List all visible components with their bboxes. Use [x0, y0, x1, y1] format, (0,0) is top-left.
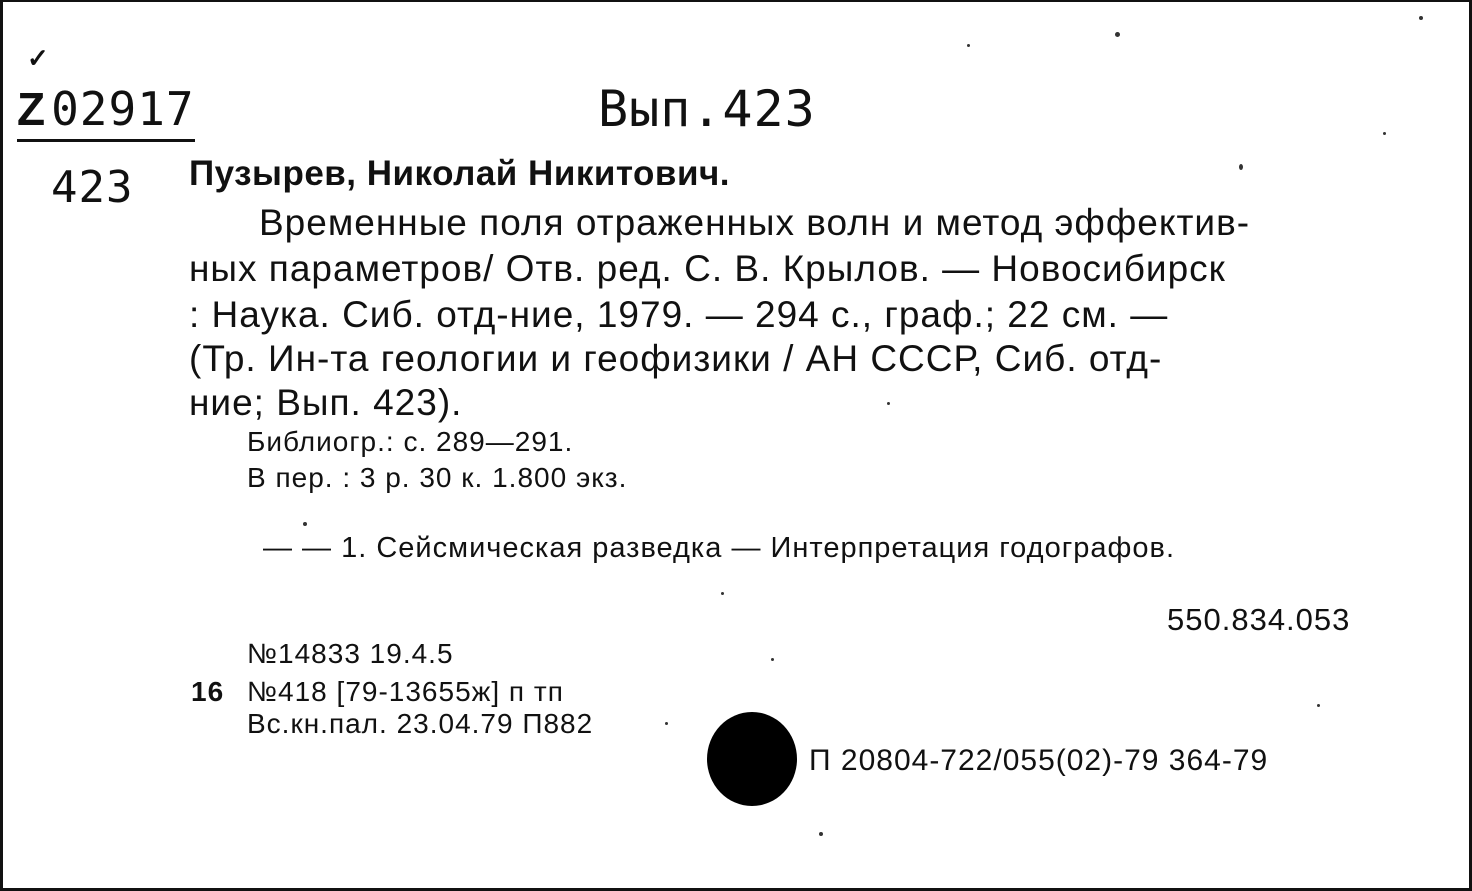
shelf-mark: [17, 80, 195, 142]
title-line-3: : Наука. Сиб. отд-ние, 1979. — 294 с., граф.; 22 см. —: [189, 294, 1169, 335]
dust-speck: [887, 402, 890, 405]
dust-speck: [1239, 164, 1243, 170]
order-line-2: №418 [79-13655ж] п тп: [247, 676, 564, 707]
order-sheet-number: 16: [191, 676, 225, 707]
dust-speck: [819, 832, 823, 836]
shelf-prefix: Z: [17, 83, 46, 135]
dust-speck: [1317, 704, 1320, 707]
udc-code: 550.834.053: [1167, 602, 1351, 637]
series-label: Вып.423: [598, 80, 816, 138]
dust-speck: [303, 522, 307, 526]
order-line-3: Вс.кн.пал. 23.04.79 П882: [247, 708, 594, 739]
series-side-number: 423: [51, 162, 134, 213]
title-line-5: ние; Вып. 423).: [189, 382, 463, 423]
subject-heading: — — 1. Сейсмическая разведка — Интерпретация годографов.: [263, 532, 1175, 564]
check-mark: ✓: [27, 44, 49, 73]
dust-speck: [1115, 32, 1120, 37]
dust-speck: [1383, 132, 1386, 135]
order-line-1: №14833 19.4.5: [247, 638, 454, 669]
title-line-1: Временные поля отраженных волн и метод эффектив-: [259, 202, 1251, 243]
dust-speck: [665, 722, 668, 725]
dust-speck: [967, 44, 970, 47]
title-line-4: (Тр. Ин-та геологии и геофизики / АН СССР, Сиб. отд-: [189, 338, 1163, 379]
shelf-number: 02917: [51, 82, 195, 136]
dust-speck: [721, 592, 724, 595]
catalog-code: П 20804-722/055(02)-79 364-79: [809, 744, 1269, 777]
author-heading: Пузырев, Николай Никитович.: [189, 154, 731, 193]
title-line-2: ных параметров/ Отв. ред. С. В. Крылов. — Новосибирск: [189, 248, 1226, 289]
bibliography-note: Библиогр.: с. 289—291.: [247, 426, 574, 457]
price-note: В пер. : 3 р. 30 к. 1.800 экз.: [247, 462, 628, 493]
dust-speck: [1419, 16, 1423, 20]
punch-hole: [707, 712, 797, 806]
dust-speck: [771, 658, 774, 661]
